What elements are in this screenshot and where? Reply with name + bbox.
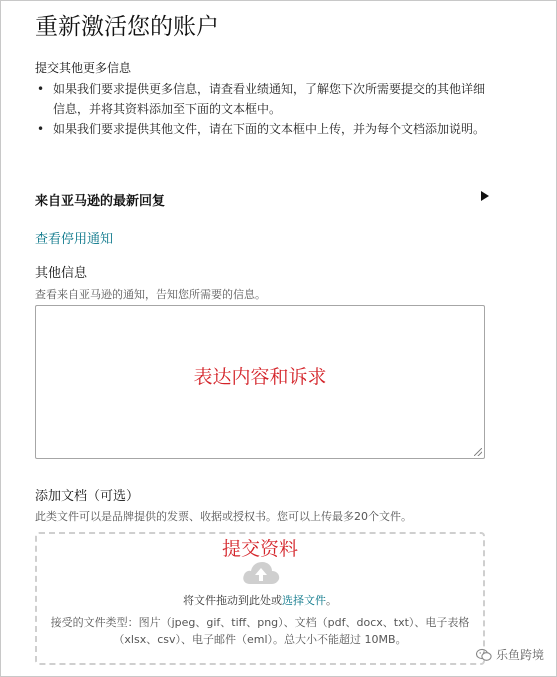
instruction-item [35, 79, 487, 119]
expand-arrow-icon[interactable] [481, 191, 489, 201]
bullet-icon: • [37, 82, 45, 96]
drop-text-prefix: 将文件拖动到此处或 [183, 594, 282, 607]
latest-reply-label: 来自亚马逊的最新回复 [35, 194, 166, 209]
annotation-submit-materials: 提交资料 [221, 538, 298, 560]
watermark [476, 646, 544, 663]
watermark-text: 乐鱼跨境 [495, 648, 544, 662]
other-info-textarea[interactable] [35, 305, 485, 459]
instruction-item [35, 119, 487, 139]
view-deactivation-notice-link[interactable]: 查看停用通知 [35, 232, 114, 247]
instruction-text: 如果我们要求提供更多信息，请查看业绩通知，了解您下次所需要提交的其他详细信息，并将其资料添加至下面的文本框中。 [53, 82, 486, 116]
bullet-icon: • [37, 122, 45, 136]
accepted-file-types: 接受的文件类型：图片（jpeg、gif、tiff、png）、文档（pdf、docx、txt）、电子表格（xlsx、csv）、电子邮件（eml）。总大小不能超过 10MB。 [50, 616, 470, 646]
other-info-hint: 查看来自亚马逊的通知，告知您所需要的信息。 [35, 288, 266, 301]
other-info-label: 其他信息 [35, 266, 88, 281]
annotation-express-appeal: 表达内容和诉求 [193, 366, 327, 388]
drop-text-suffix: 。 [326, 594, 337, 607]
page-title: 重新激活您的账户 [35, 14, 219, 40]
cloud-upload-icon [240, 558, 282, 588]
drop-instructions [37, 592, 483, 608]
instruction-list [35, 79, 487, 139]
latest-reply-toggle[interactable] [35, 190, 487, 209]
resize-handle-icon[interactable] [474, 448, 482, 456]
choose-file-link[interactable]: 选择文件 [282, 594, 326, 607]
file-dropzone[interactable] [35, 532, 485, 665]
wechat-icon [476, 648, 492, 662]
add-documents-label: 添加文档（可选） [35, 489, 140, 504]
more-info-heading: 提交其他更多信息 [35, 61, 132, 75]
instruction-text: 如果我们要求提供其他文件，请在下面的文本框中上传，并为每个文档添加说明。 [53, 122, 486, 136]
add-documents-hint: 此类文件可以是品牌提供的发票、收据或授权书。您可以上传最多20个文件。 [35, 510, 412, 523]
